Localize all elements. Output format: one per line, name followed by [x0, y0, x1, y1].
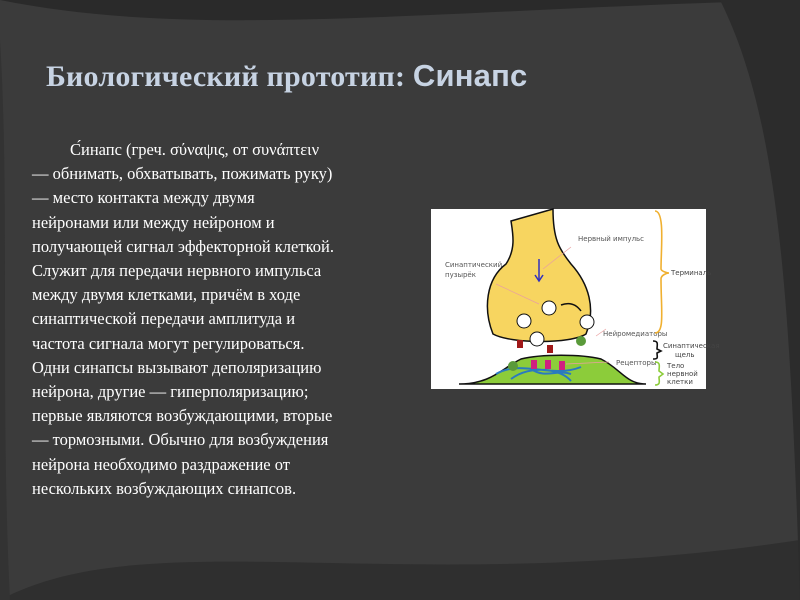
text-line: нейронами или между нейроном и — [32, 212, 275, 232]
text-line: получающей сигнал эффекторной клеткой. — [32, 236, 334, 256]
label-body: нервной — [667, 370, 698, 378]
terminal-brace-icon — [655, 211, 669, 333]
text-line: нескольких возбуждающих синапсов. — [32, 478, 297, 498]
synapse-diagram — [431, 209, 720, 389]
label-cleft: щель — [675, 351, 695, 359]
text-line: — тормозными. Обычно для возбуждения — [32, 430, 329, 450]
label-body: Тело — [667, 362, 685, 370]
label-body: клетки — [667, 378, 693, 386]
title-highlight: Синапс — [412, 58, 528, 93]
vesicle — [530, 332, 544, 346]
title-text: Биологический прототип: — [46, 60, 413, 93]
slide-title — [46, 58, 527, 94]
text-line: нейрона, другие — гиперполяризацию; — [32, 382, 309, 402]
label-impulse: Нервный импульс — [578, 235, 645, 243]
text-line: С́инапс (греч. σύναψις, от συνάπτειν — [70, 140, 320, 159]
text-line: синаптической передачи амплитуда и — [32, 309, 296, 329]
text-line: Служит для передачи нервного импульса — [32, 261, 322, 281]
label-mediators: Нейромедиаторы — [603, 330, 668, 338]
vesicle — [580, 315, 594, 329]
text-line: частота сигнала могут регулироваться. — [32, 333, 305, 353]
label-cleft: Синаптическая — [663, 342, 720, 350]
text-line: Одни синапсы вызывают деполяризацию — [32, 357, 322, 377]
vesicle — [542, 301, 556, 315]
text-line: нейрона необходимо раздражение от — [32, 454, 290, 474]
text-line: между двумя клетками, причём в ходе — [32, 285, 301, 305]
label-receptors: Рецепторы — [616, 359, 657, 367]
label-vesicle: пузырёк — [445, 271, 476, 279]
label-terminal: Терминаль — [671, 269, 712, 277]
vesicle — [517, 314, 531, 328]
label-vesicle: Синаптический — [445, 261, 503, 269]
text-line: первые являются возбуждающими, вторые — [32, 406, 333, 426]
body-paragraph — [32, 138, 334, 501]
text-line: — место контакта между двумя — [32, 188, 255, 208]
cleft-brace-icon — [653, 341, 661, 359]
text-line: — обнимать, обхватывать, пожимать руку) — [32, 164, 333, 184]
